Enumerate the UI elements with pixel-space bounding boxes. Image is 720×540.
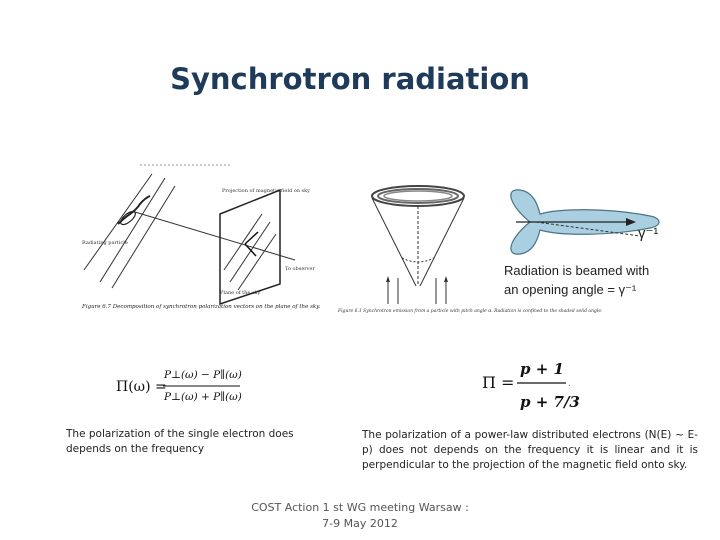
plane-label: Plane of the sky <box>220 290 261 296</box>
beaming-text-line2: an opening angle = γ⁻¹ <box>504 282 637 297</box>
formula-right-lhs: Π = <box>482 373 515 392</box>
caption-power-law: The polarization of a power-law distributed electrons (N(E) ~ E-p) does not depends on the frequency it is linear and it is perpendicular to the projection of the magnetic field onto sky. <box>362 429 698 471</box>
caption-single-electron: The polarization of the single electron does depends on the frequency <box>66 428 294 455</box>
formula-left-numerator: P⊥(ω) − P∥(ω) <box>164 369 242 381</box>
formula-right-numerator: p + 1 <box>520 360 564 378</box>
powerlaw-polarization-formula <box>480 352 590 416</box>
formula-left-lhs: Π(ω) = <box>116 379 167 395</box>
beaming-text-line1: Radiation is beamed with <box>504 263 650 278</box>
polarization-frequency-formula <box>114 362 254 410</box>
projection-label: Projection of magnetic field on sky <box>222 188 310 194</box>
beaming-figure <box>500 186 690 298</box>
svg-text:.: . <box>568 378 571 389</box>
figure-cone-caption: Figure 6.1 Synchrotron emission from a particle with pitch angle α. Radiation is confined to the shaded solid angle. <box>338 309 603 314</box>
footer-line-2: 7-9 May 2012 <box>322 517 398 530</box>
polarization-decomposition-figure <box>80 162 320 322</box>
formula-right-denominator: p + 7/3 <box>520 393 580 411</box>
figure-left-caption: Figure 6.7 Decomposition of synchrotron polarization vectors on the plane of the sky. <box>82 304 321 310</box>
observer-label: To observer <box>285 266 315 272</box>
formula-left-denominator: P⊥(ω) + P∥(ω) <box>164 391 242 403</box>
slide-title: Synchrotron radiation <box>170 62 530 96</box>
footer-line-1: COST Action 1 st WG meeting Warsaw : <box>251 501 469 514</box>
gamma-label: γ⁻¹ <box>638 225 659 242</box>
particle-label: Radiating particle <box>82 240 128 246</box>
footer <box>250 500 470 532</box>
